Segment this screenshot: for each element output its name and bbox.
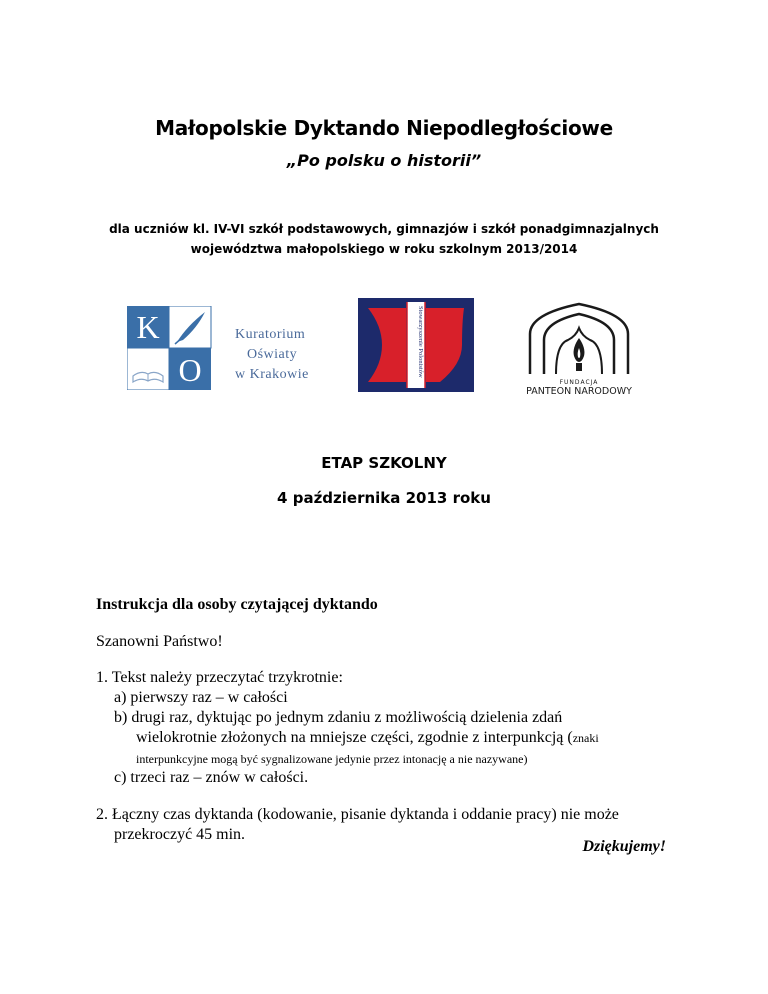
instruction-item-1b-line1: b) drugi raz, dyktując po jednym zdaniu z możliwością dzielenia zdań: [114, 709, 563, 726]
instruction-item-2-line1: 2. Łączny czas dyktanda (kodowanie, pisanie dyktanda i oddanie pracy) nie może: [96, 806, 619, 823]
ko-letter-k: K: [136, 309, 160, 345]
instruction-item-1: 1. Tekst należy przeczytać trzykrotnie:: [96, 669, 343, 686]
instruction-item-2-line2: przekroczyć 45 min.: [114, 826, 246, 843]
page-subtitle: „Po polsku o historii”: [286, 151, 482, 170]
greeting: Szanowni Państwo!: [96, 633, 223, 650]
thanks-signoff: Dziękujemy!: [582, 838, 666, 855]
stage-date: 4 października 2013 roku: [277, 489, 491, 507]
stage-label: ETAP SZKOLNY: [321, 454, 447, 472]
item-1b-line2-small: znaki: [572, 731, 599, 745]
pantheon-logo: [512, 300, 646, 396]
flame-icon: [574, 338, 585, 371]
polonists-association-logo: [358, 298, 474, 392]
instruction-item-1b-line3: interpunkcyjne mogą być sygnalizowane jedynie przez intonację a nie nazywane): [136, 752, 528, 766]
item-1b-line2-main: wielokrotnie złożonych na mniejsze części, zgodnie z interpunkcją (: [136, 729, 573, 746]
instructions-heading: Instrukcja dla osoby czytającej dyktando: [96, 596, 378, 613]
page-title: Małopolskie Dyktando Niepodległościowe: [155, 116, 613, 140]
description-line-2: województwa małopolskiego w roku szkolnym 2013/2014: [190, 242, 578, 256]
ko-text-line1: Kuratorium: [235, 327, 306, 342]
pantheon-name: PANTEON NARODOWY: [526, 386, 632, 396]
pantheon-small-label: FUNDACJA: [559, 379, 599, 386]
kuratorium-logo: [127, 306, 323, 390]
description-line-1: dla uczniów kl. IV-VI szkół podstawowych, gimnazjów i szkół ponadgimnazjalnych: [109, 222, 659, 236]
sp-spine-text: Stowarzyszenie Polonistów: [417, 306, 424, 378]
ko-text-line3: w Krakowie: [235, 367, 309, 382]
instruction-item-1c: c) trzeci raz – znów w całości.: [114, 769, 309, 786]
ko-text-line2: Oświaty: [247, 347, 298, 362]
ko-letter-o: O: [178, 352, 202, 388]
instruction-item-1a: a) pierwszy raz – w całości: [114, 689, 288, 706]
instruction-item-1b-line2: [136, 728, 599, 748]
